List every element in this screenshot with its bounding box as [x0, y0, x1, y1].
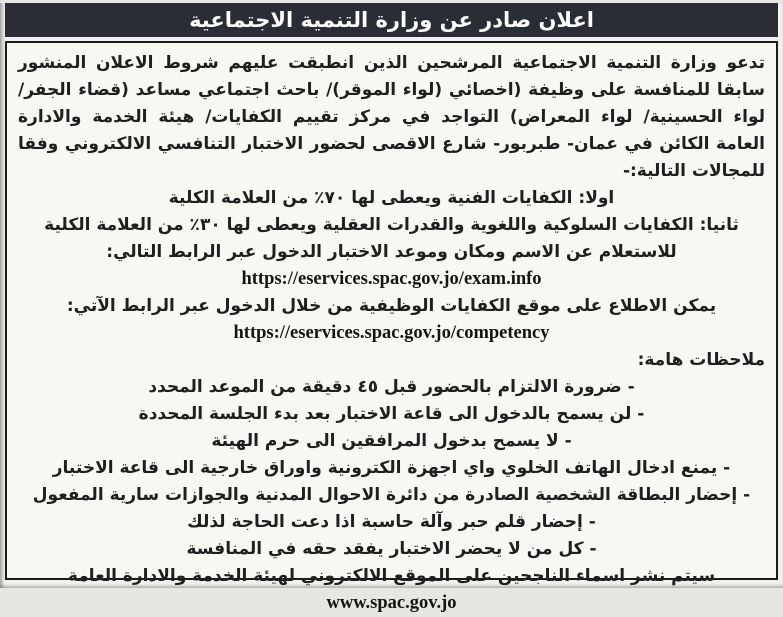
note-item: - لا يسمح بدخول المرافقين الى حرم الهيئة — [211, 431, 572, 451]
competency-text: يمكن الاطلاع على موقع الكفايات الوظيفية من خلال الدخول عبر الرابط الآتي: — [66, 296, 717, 316]
note-item: - ضرورة الالتزام بالحضور قبل ٤٥ دقيقة من الموعد المحدد — [148, 377, 635, 397]
criteria-first: اولا: الكفايات الفنية ويعطى لها ٧٠٪ من العلامة الكلية — [168, 188, 615, 208]
results-text: سيتم نشر اسماء الناجحين على الموقع الالكتروني لهيئة الخدمة والادارة العامة — [67, 566, 716, 586]
notes-list — [18, 374, 765, 563]
criteria-second: ثانيا: الكفايات السلوكية واللغوية والقدرات العقلية ويعطى لها ٣٠٪ من العلامة الكلية — [44, 215, 739, 235]
inquiry-text: للاستعلام عن الاسم ومكان وموعد الاختبار الدخول عبر الرابط التالي: — [106, 242, 677, 262]
announcement-body — [5, 41, 778, 613]
note-item: - يمنع ادخال الهاتف الخلوي واي اجهزة الكترونية واوراق خارجية الى قاعة الاختبار — [52, 458, 731, 478]
website-link[interactable]: www.spac.gov.jo — [326, 593, 457, 613]
note-item: - إحضار قلم حبر وآلة حاسبة اذا دعت الحاجة لذلك — [187, 512, 596, 532]
notes-heading: ملاحظات هامة: — [637, 350, 765, 370]
announcement-header — [5, 3, 778, 37]
competency-link[interactable]: https://eservices.spac.gov.jo/competency — [233, 323, 550, 343]
intro-paragraph: تدعو وزارة التنمية الاجتماعية المرشحين الذين انطبقت عليهم شروط الاعلان المنشور سابقا للمنافسة على وظيفة (اخصائي (لواء الموقر)/ باحث اجتماعي مساعد (قضاء الجفر/ لواء الحسينية/ لواء المعراض) التواجد في مركز تقييم الكفايات/ هيئة الخدمة والادارة العامة الكائن في عمان- طبربور- شارع الاقصى لحضور الاختبار التنافسي الالكتروني وفقا للمجالات التالية:- — [18, 53, 765, 181]
announcement-page — [0, 3, 783, 613]
announcement-title: اعلان صادر عن وزارة التنمية الاجتماعية — [189, 8, 594, 32]
note-item: - لن يسمح بالدخول الى قاعة الاختبار بعد بدء الجلسة المحددة — [138, 404, 645, 424]
note-item: - إحضار البطاقة الشخصية الصادرة من دائرة الاحوال المدنية والجوازات سارية المفعول — [32, 485, 751, 505]
note-item: - كل من لا يحضر الاختبار يفقد حقه في المنافسة — [186, 539, 597, 559]
exam-info-link[interactable]: https://eservices.spac.gov.jo/exam.info — [241, 269, 542, 289]
